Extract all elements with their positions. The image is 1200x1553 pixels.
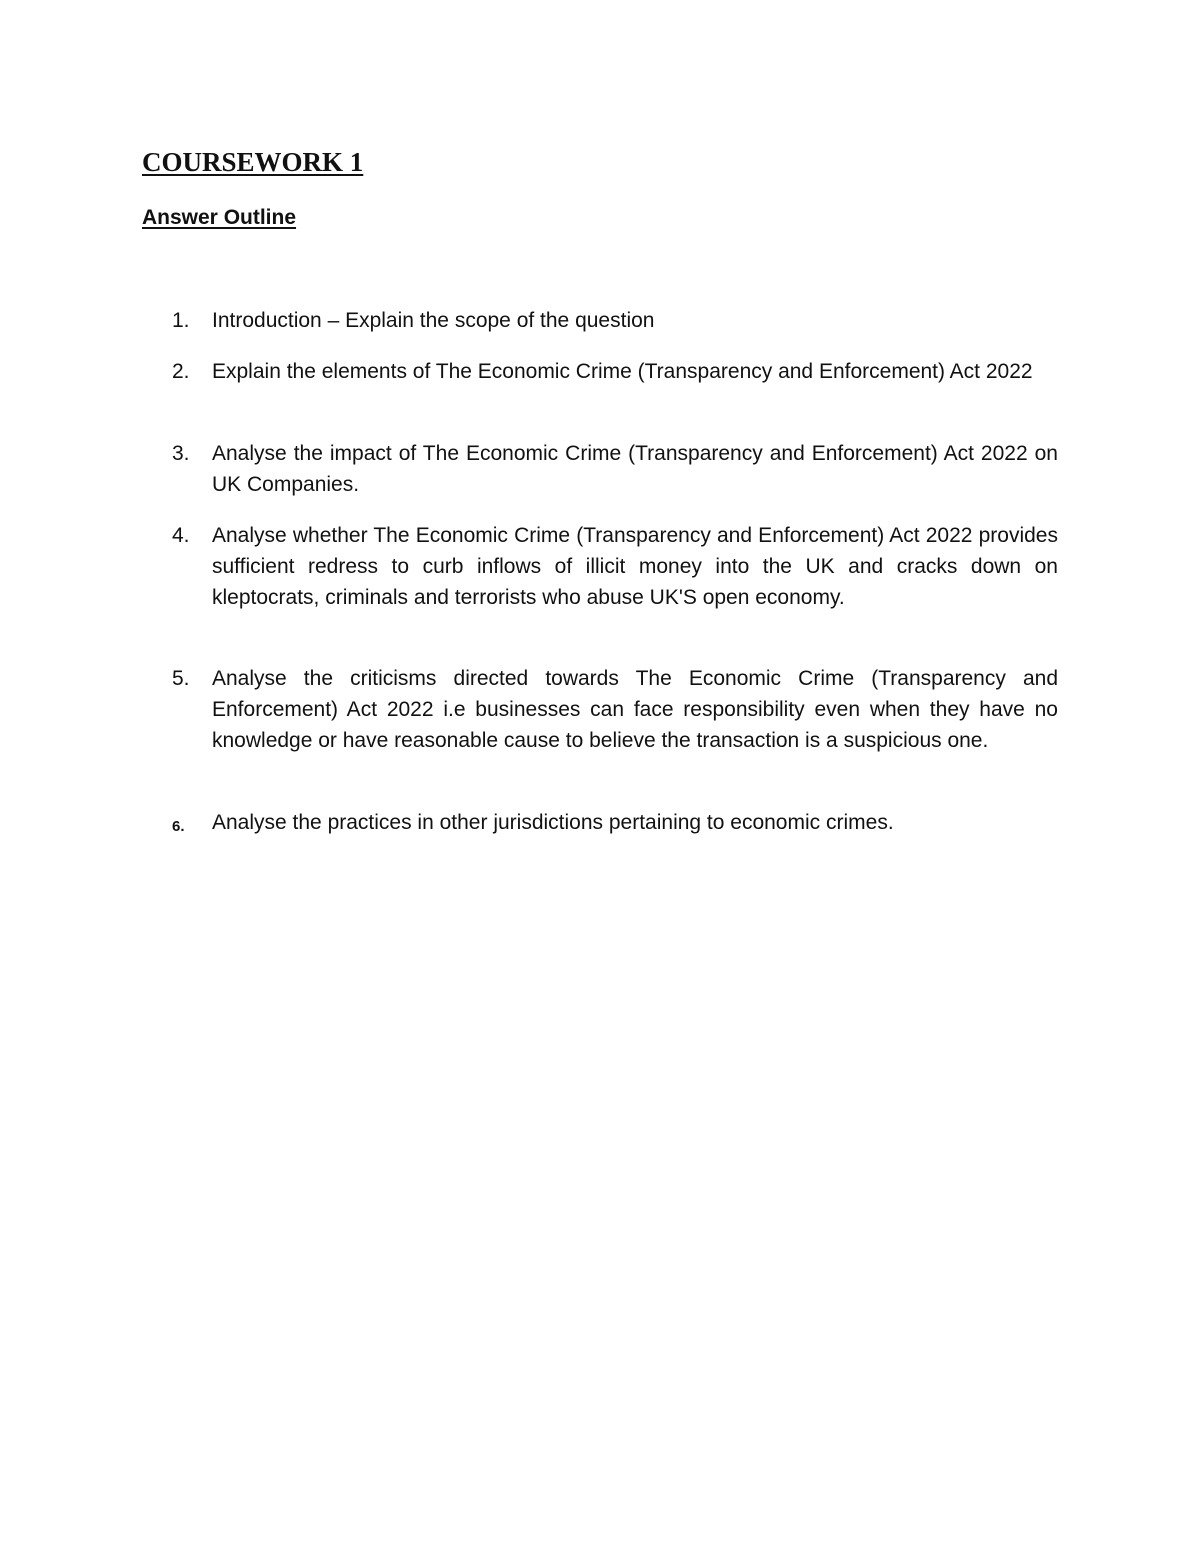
list-item-number: 3. xyxy=(172,442,190,465)
list-item-number: 4. xyxy=(172,524,190,547)
list-item xyxy=(172,807,1060,838)
list-item xyxy=(172,305,1060,336)
list-item-text: Explain the elements of The Economic Crime (Transparency and Enforcement) Act 2022 xyxy=(212,360,1033,383)
document-subtitle: Answer Outline xyxy=(142,206,297,229)
list-item xyxy=(172,438,1060,500)
list-item xyxy=(172,663,1060,756)
list-item xyxy=(172,520,1060,613)
list-item-text: Analyse the criticisms directed towards The Economic Crime (Transparency and Enforcement) Act 2022 i.e businesses can face responsibility even when they have no knowledge or have reasonable cause to believe the transaction is a suspicious one. xyxy=(212,667,1058,752)
list-item-number: 2. xyxy=(172,360,190,383)
list-item-text: Analyse whether The Economic Crime (Transparency and Enforcement) Act 2022 provides sufficient redress to curb inflows of illicit money into the UK and cracks down on kleptocrats, criminals and terrorists who abuse UK'S open economy. xyxy=(212,524,1058,609)
list-item-text: Analyse the practices in other jurisdictions pertaining to economic crimes. xyxy=(212,811,894,834)
list-item-number: 6. xyxy=(172,818,185,835)
list-item-text: Analyse the impact of The Economic Crime (Transparency and Enforcement) Act 2022 on UK Companies. xyxy=(212,442,1058,496)
list-item-text: Introduction – Explain the scope of the question xyxy=(212,309,655,332)
list-item-number: 5. xyxy=(172,667,190,690)
list-item xyxy=(172,356,1060,387)
document-title: COURSEWORK 1 xyxy=(142,147,364,177)
list-item-number: 1. xyxy=(172,309,190,332)
